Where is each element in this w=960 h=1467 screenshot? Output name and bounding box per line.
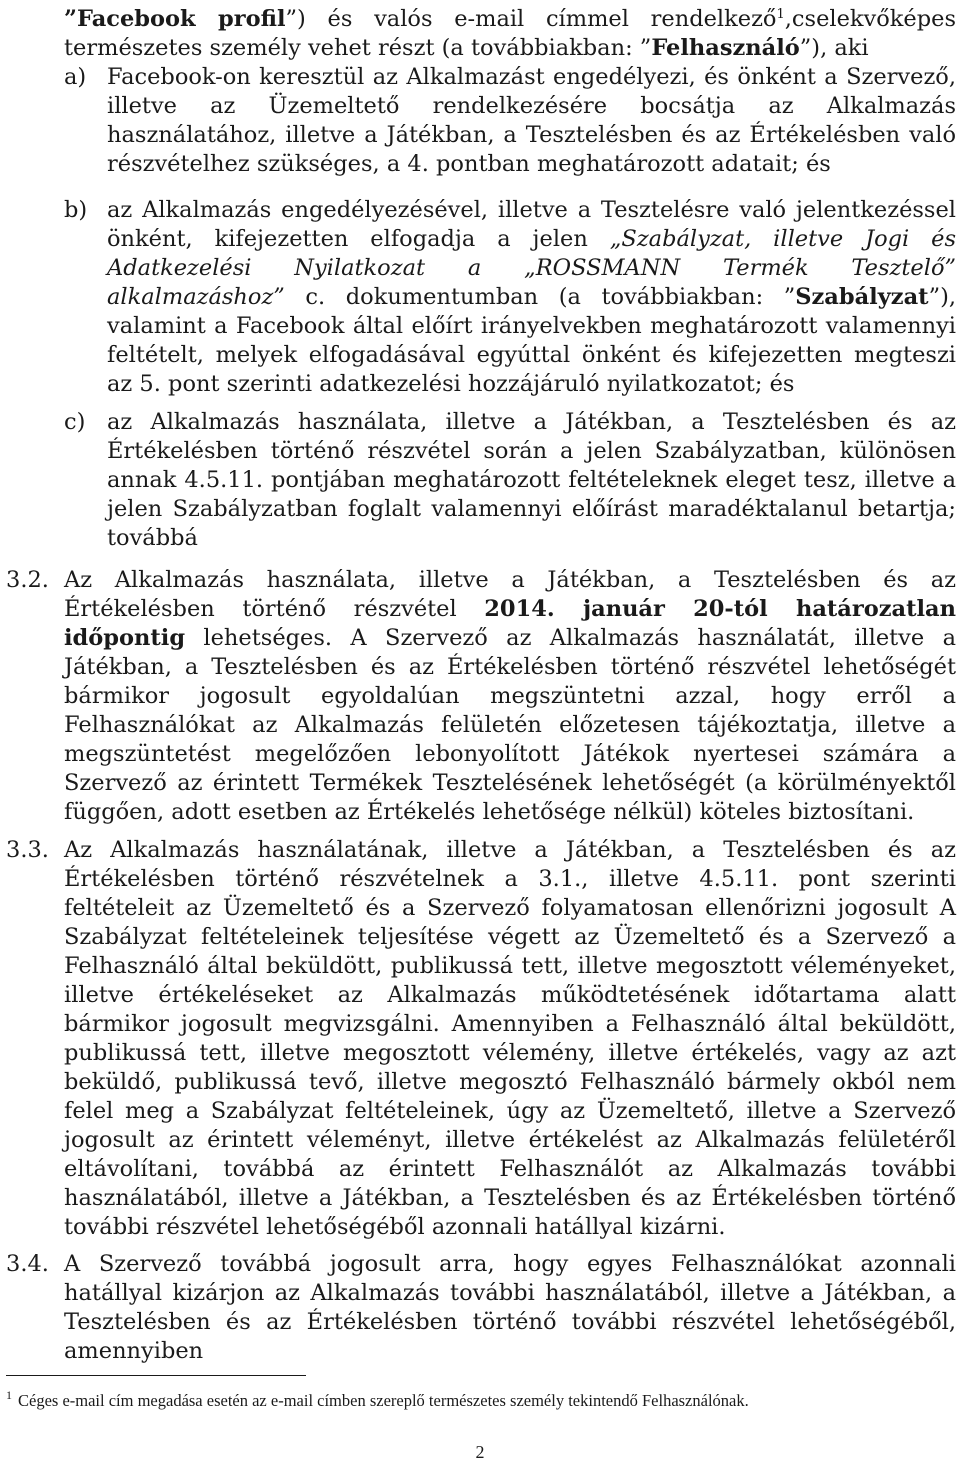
list-text-a: Facebook-on keresztül az Alkalmazást engedélyezi, és önként a Szervező, illetve az Üzemeltető rendelkezésére bocsátja az Alkalmazás használatához, illetve a Játékban, a Tesztelésben és az Értékelésben való részvételhez szükséges, a 4. pontban meghatározott adatait; és: [107, 64, 956, 177]
footnote-number: 1: [6, 1388, 12, 1402]
list-label-b: b): [64, 197, 88, 223]
intro-quote: ”: [64, 6, 77, 32]
section-text-3-4: A Szervező továbbá jogosult arra, hogy egyes Felhasználókat azonnali hatállyal kizárjon az Alkalmazás további használatából, illetve a Játékban, a Tesztelésben és az Értékelésben történő további részvétel lehetőségéből, amennyiben: [64, 1251, 956, 1364]
footnote-ref[interactable]: 1: [776, 7, 785, 22]
section-text-3-3: Az Alkalmazás használatának, illetve a Játékban, a Tesztelésben és az Értékelésben történő részvételnek a 3.1., illetve 4.5.11. pont szerinti feltételeit az Üzemeltető és a Szervező folyamatosan ellenőrizni jogosult A Szabályzat feltételeinek teljesítése végett az Üzemeltető és a Szervező a Felhasználó által beküldött, publikussá tett, illetve megosztott véleményeket, illetve értékeléseket az Alkalmazás működtetésének időtartama alatt bármikor jogosult megvizsgálni. Amennyiben a Felhasználó által beküldött, publikussá tett, illetve megosztott vélemény, illetve értékelés, vagy az azt beküldő, publikussá tevő, illetve megosztó Felhasználó bármely okból nem felel meg a Szabályzat feltételeinek, úgy az Üzemeltető, illetve a Szervező jogosult az érintett véleményt, illetve értékelést az Alkalmazás felületéről eltávolítani, továbbá az érintett Felhasználót az Alkalmazás további használatából, illetve a Játékban, a Tesztelésben és az Értékelésben történő további részvétel lehetőségéből azonnali hatállyal kizárni.: [64, 837, 956, 1240]
term-szabalyzat: Szabályzat: [795, 284, 929, 310]
footnote: [6, 1384, 946, 1412]
list-text-b: [107, 196, 956, 399]
list-label-a: a): [64, 64, 87, 90]
date-range-bold: 2014. január 20-tól határozatlan időpontig: [64, 596, 956, 651]
document-title-italic: „Szabályzat, illetve Jogi és Adatkezelési Nyilatkozat a „ROSSMANN Termék Tesztelő” alkalmazáshoz”: [107, 226, 956, 310]
footnote-divider: [6, 1375, 306, 1376]
intro-text-2: ,cselekvőképes természetes személy vehet részt (a továbbiakban: ”: [64, 6, 956, 61]
term-facebook-profil: Facebook profil: [76, 6, 286, 32]
term-felhasznalo: Felhasználó: [651, 35, 800, 61]
list-text-c: az Alkalmazás használata, illetve a Játékban, a Tesztelésben és az Értékelésben történő részvétel során a jelen Szabályzatban, különösen annak 4.5.11. pontjában meghatározott feltételeknek eleget tesz, illetve a jelen Szabályzatban foglalt valamennyi előírást maradéktalanul betartja; továbbá: [107, 409, 956, 551]
section-number-3-4: 3.4.: [6, 1251, 49, 1277]
list-label-c: c): [64, 409, 86, 435]
section-number-3-3: 3.3.: [6, 837, 49, 863]
intro-text-3: ”), aki: [799, 35, 869, 61]
page-number: 2: [475, 1442, 485, 1462]
list-text-b-part2: c. dokumentumban (a továbbiakban: ”: [284, 284, 796, 310]
section-3-2-part2: lehetséges. A Szervező az Alkalmazás használatát, illetve a Játékban, a Tesztelésben és az Értékelésben történő részvétel lehetőségét bármikor jogosult egyoldalúan megszüntetni azzal, hogy erről a Felhasználókat az Alkalmazás felületén előzetesen tájékoztatja, illetve a megszüntetést megelőzően lebonyolított Játékok nyertesei számára a Szervező az érintett Termékek Tesztelésének lehetőségét (a körülményektől függően, adott esetben az Értékelés lehetősége nélkül) köteles biztosítani.: [64, 625, 956, 825]
section-3-2-part1: Az Alkalmazás használata, illetve a Játékban, a Tesztelésben és az Értékelésben történő részvétel: [64, 567, 956, 622]
list-text-b-part1: az Alkalmazás engedélyezésével, illetve a Tesztelésre való jelentkezéssel önként, kifejezetten elfogadja a jelen: [107, 197, 956, 252]
intro-paragraph: [64, 0, 956, 63]
section-text-3-2: [64, 566, 956, 827]
footnote-text: Céges e-mail cím megadása esetén az e-mail címben szereplő természetes személy tekintendő Felhasználónak.: [18, 1391, 749, 1410]
section-number-3-2: 3.2.: [6, 567, 49, 593]
list-text-b-part3: ”), valamint a Facebook által előírt irányelvekben meghatározott valamennyi feltételt, melyek elfogadásával egyúttal önként és kifejezetten megteszi az 5. pont szerinti adatkezelési hozzájáruló nyilatkozatot; és: [107, 284, 956, 397]
intro-text-1: ”) és valós e-mail címmel rendelkező: [285, 6, 777, 32]
